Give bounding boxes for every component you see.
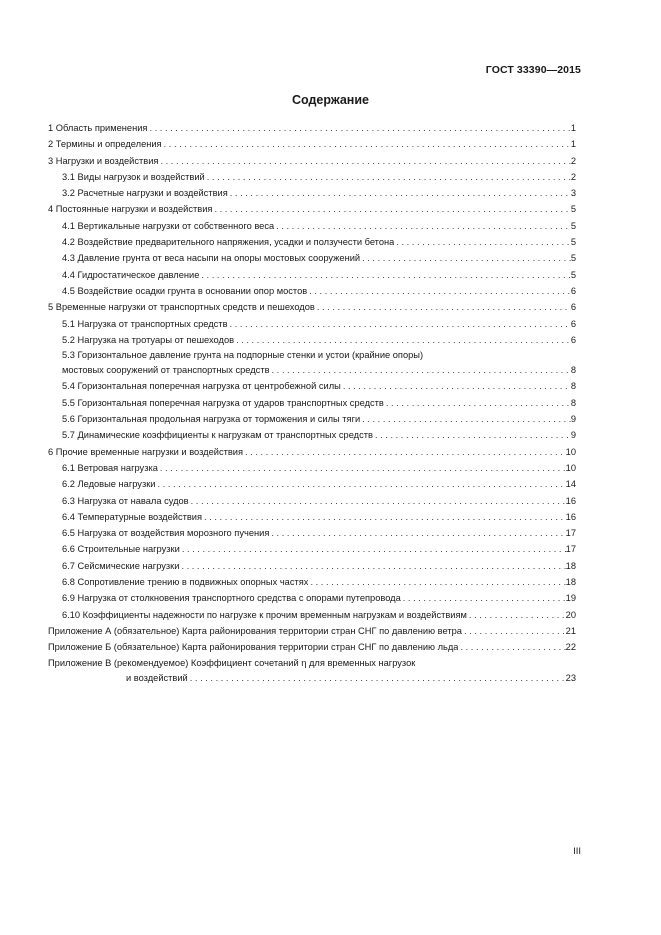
toc-entry-label-continuation: и воздействий [126, 672, 188, 683]
toc-page-number: 9 [570, 414, 576, 425]
toc-entry-label: 6.9 Нагрузка от столкновения транспортного средства с опорами путепровода [62, 593, 401, 604]
toc-leader-dots [199, 267, 570, 283]
toc-entry[interactable] [48, 332, 576, 348]
toc-entry-label: 5.7 Динамические коэффициенты к нагрузкам от транспортных средств [62, 430, 373, 441]
page-number: III [573, 846, 581, 857]
toc-entry[interactable] [48, 250, 576, 266]
toc-leader-dots [189, 493, 566, 509]
toc-leader-dots [234, 332, 571, 348]
toc-entry[interactable] [48, 283, 576, 299]
toc-leader-dots [394, 234, 571, 250]
toc-leader-dots [341, 378, 571, 394]
toc-entry[interactable] [48, 153, 576, 169]
toc-page-number: 2 [570, 171, 576, 182]
toc-entry-label: 5 Временные нагрузки от транспортных средств и пешеходов [48, 302, 315, 313]
toc-leader-dots [274, 218, 571, 234]
toc-entry-label: 6.6 Строительные нагрузки [62, 544, 180, 555]
toc-leader-dots [308, 574, 565, 590]
toc-page-number: 6 [570, 318, 576, 329]
toc-leader-dots [462, 623, 566, 639]
toc-leader-dots [202, 509, 566, 525]
toc-entry-label: 6 Прочие временные нагрузки и воздействия [48, 446, 244, 457]
toc-entry-label: 6.8 Сопротивление трению в подвижных опорных частях [62, 577, 309, 588]
toc-page-number: 18 [565, 560, 576, 571]
toc-entry-continuation[interactable] [48, 670, 576, 686]
toc-leader-dots [243, 444, 566, 460]
toc-page-number: 17 [565, 544, 576, 555]
toc-page-number: 16 [565, 511, 576, 522]
toc-page-number: 21 [565, 625, 576, 636]
toc-leader-dots [158, 153, 570, 169]
toc-entry[interactable] [48, 460, 576, 476]
toc-entry[interactable] [48, 525, 576, 541]
toc-page-number: 16 [565, 495, 576, 506]
toc-entry[interactable] [48, 316, 576, 332]
toc-entry-label: 5.1 Нагрузка от транспортных средств [62, 318, 228, 329]
toc-entry-label: 5.4 Горизонтальная поперечная нагрузка от центробежной силы [62, 381, 341, 392]
toc-page-number: 3 [570, 188, 576, 199]
toc-page-number: 5 [570, 204, 576, 215]
toc-entry-label: 5.5 Горизонтальная поперечная нагрузка от ударов транспортных средств [62, 397, 384, 408]
toc-entry[interactable] [48, 201, 576, 217]
toc-entry-label: 3.1 Виды нагрузок и воздействий [62, 171, 205, 182]
toc-entry[interactable] [48, 185, 576, 201]
toc-entry[interactable] [48, 509, 576, 525]
toc-entry-label: 4.4 Гидростатическое давление [62, 269, 200, 280]
toc-page-number: 5 [570, 237, 576, 248]
toc-entry-label: 2 Термины и определения [48, 139, 162, 150]
toc-page-number: 23 [565, 672, 576, 683]
toc-entry-label: 3.2 Расчетные нагрузки и воздействия [62, 188, 228, 199]
toc-leader-dots [458, 639, 565, 655]
toc-leader-dots [212, 201, 570, 217]
toc-entry-label: 6.3 Нагрузка от навала судов [62, 495, 189, 506]
toc-entry[interactable] [48, 169, 576, 185]
toc-entry-label: 6.5 Нагрузка от воздействия морозного пучения [62, 528, 270, 539]
toc-entry-label: 5.6 Горизонтальная продольная нагрузка от торможения и силы тяги [62, 414, 361, 425]
toc-leader-dots [269, 525, 565, 541]
toc-entry-label: 4.3 Давление грунта от веса насыпи на опоры мостовых сооружений [62, 253, 361, 264]
toc-entry[interactable] [48, 623, 576, 639]
toc-leader-dots [360, 411, 571, 427]
toc-entry[interactable] [48, 656, 576, 670]
toc-page-number: 14 [565, 479, 576, 490]
toc-entry-label-continuation: мостовых сооружений от транспортных средств [62, 365, 270, 376]
toc-page-number: 6 [570, 285, 576, 296]
toc-entry-label: 4.2 Воздействие предварительного напряжения, усадки и ползучести бетона [62, 237, 395, 248]
document-code: ГОСТ 33390—2015 [485, 64, 581, 76]
toc-entry-label: 6.7 Сейсмические нагрузки [62, 560, 180, 571]
toc-entry[interactable] [48, 427, 576, 443]
toc-entry-label: 6.1 Ветровая нагрузка [62, 462, 158, 473]
toc-entry[interactable] [48, 541, 576, 557]
toc-leader-dots [270, 362, 571, 378]
toc-page-number: 8 [570, 397, 576, 408]
toc-page-number: 10 [565, 446, 576, 457]
toc-entry-label: 3 Нагрузки и воздействия [48, 155, 159, 166]
toc-leader-dots [228, 316, 571, 332]
toc-entry-label: 6.10 Коэффициенты надежности по нагрузке к прочим временным нагрузкам и воздействиям [62, 609, 467, 620]
toc-entry[interactable] [48, 444, 576, 460]
toc-entry[interactable] [48, 234, 576, 250]
toc-leader-dots [180, 541, 566, 557]
toc-entry-continuation[interactable] [48, 362, 576, 378]
toc-leader-dots [467, 607, 566, 623]
toc-page-number: 5 [570, 220, 576, 231]
toc-entry-label: 5.2 Нагрузка на тротуары от пешеходов [62, 334, 235, 345]
toc-page-number: 18 [565, 577, 576, 588]
table-of-contents [48, 120, 576, 686]
toc-entry-label: 4 Постоянные нагрузки и воздействия [48, 204, 213, 215]
toc-leader-dots [384, 395, 571, 411]
toc-entry[interactable] [48, 299, 576, 315]
toc-leader-dots [158, 460, 566, 476]
toc-leader-dots [155, 476, 565, 492]
toc-entry-label: Приложение Б (обязательное) Карта районирования территории стран СНГ по давлению льда [48, 642, 459, 653]
toc-entry[interactable] [48, 136, 576, 152]
toc-page-number: 19 [565, 593, 576, 604]
toc-page-number: 10 [565, 462, 576, 473]
toc-leader-dots [147, 120, 570, 136]
toc-leader-dots [228, 185, 571, 201]
toc-entry[interactable] [48, 378, 576, 394]
toc-entry[interactable] [48, 607, 576, 623]
toc-entry[interactable] [48, 574, 576, 590]
toc-entry[interactable] [48, 493, 576, 509]
toc-leader-dots [162, 136, 571, 152]
toc-leader-dots [205, 169, 571, 185]
toc-entry-label: 6.4 Температурные воздействия [62, 511, 203, 522]
toc-leader-dots [179, 558, 565, 574]
toc-leader-dots [188, 670, 566, 686]
toc-page-number: 5 [570, 253, 576, 264]
toc-leader-dots [401, 590, 566, 606]
toc-entry-label: 4.5 Воздействие осадки грунта в основании опор мостов [62, 285, 308, 296]
toc-entry-label: Приложение В (рекомендуемое) Коэффициент сочетаний η для временных нагрузок [48, 657, 416, 668]
toc-title: Содержание [291, 93, 369, 107]
toc-entry-label: 1 Область применения [48, 123, 148, 133]
toc-entry-label: 4.1 Вертикальные нагрузки от собственного веса [62, 220, 275, 231]
toc-page-number: 22 [565, 642, 576, 653]
toc-leader-dots [315, 299, 571, 315]
toc-page-number: 5 [570, 269, 576, 280]
toc-entry[interactable] [48, 348, 576, 362]
toc-page-number: 6 [570, 302, 576, 313]
toc-leader-dots [360, 250, 571, 266]
toc-entry[interactable] [48, 558, 576, 574]
toc-entry[interactable] [48, 590, 576, 606]
toc-entry[interactable] [48, 395, 576, 411]
toc-entry-label: Приложение А (обязательное) Карта районирования территории стран СНГ по давлению ветра [48, 625, 462, 636]
toc-page-number: 1 [570, 139, 576, 150]
toc-page-number: 8 [570, 365, 576, 376]
toc-entry-label: 6.2 Ледовые нагрузки [62, 479, 156, 490]
toc-page-number: 8 [570, 381, 576, 392]
toc-entry[interactable] [48, 120, 576, 136]
toc-page-number: 20 [565, 609, 576, 620]
toc-page-number: 6 [570, 334, 576, 345]
toc-entry[interactable] [48, 476, 576, 492]
toc-leader-dots [307, 283, 571, 299]
toc-page-number: 2 [570, 155, 576, 166]
toc-page-number: 17 [565, 528, 576, 539]
toc-entry-label: 5.3 Горизонтальное давление грунта на подпорные стенки и устои (крайние опоры) [62, 350, 424, 361]
toc-page-number: 9 [570, 430, 576, 441]
toc-leader-dots [373, 427, 571, 443]
toc-entry[interactable] [48, 411, 576, 427]
toc-entry[interactable] [48, 639, 576, 655]
toc-page-number: 1 [570, 123, 576, 133]
toc-entry[interactable] [48, 218, 576, 234]
toc-entry[interactable] [48, 267, 576, 283]
